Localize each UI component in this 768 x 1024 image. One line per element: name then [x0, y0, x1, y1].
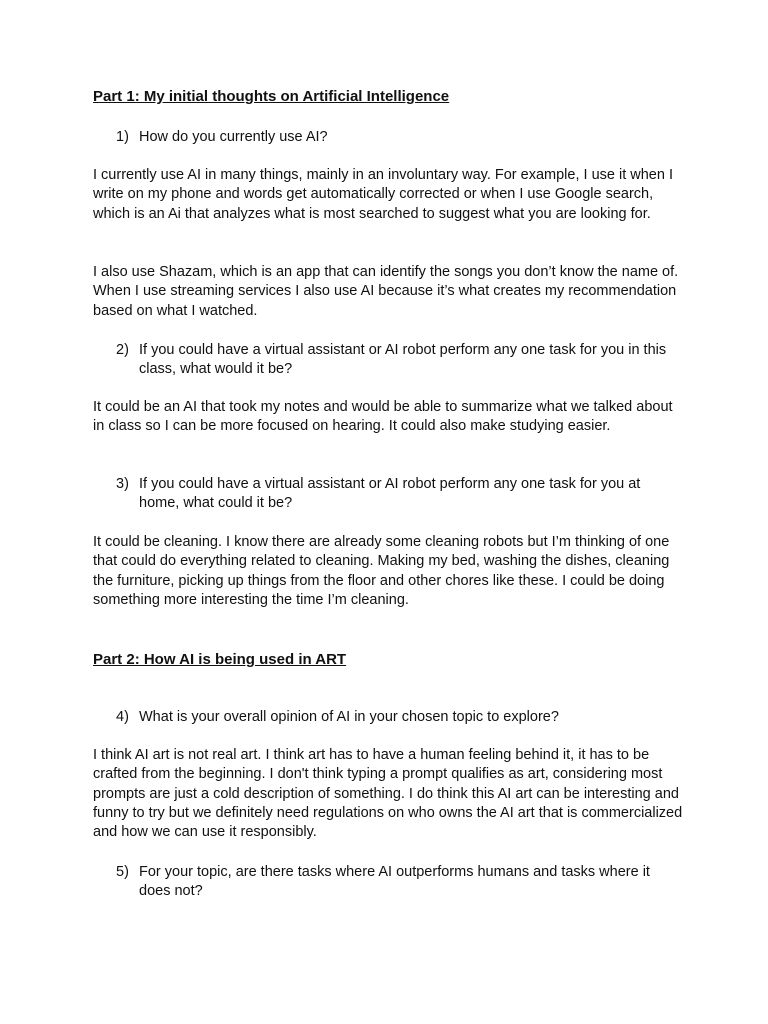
answer-1-paragraph-1: I currently use AI in many things, mainly in an involuntary way. For example, I use it when I write on my phone and words get automatically corrected or when I use Google search, which is an Ai that analyzes what is most searched to suggest what you are looking for.: [93, 167, 673, 222]
part1-heading: Part 1: My initial thoughts on Artificial Intelligence: [93, 88, 450, 105]
question-3: [116, 475, 681, 514]
question-4-text: What is your overall opinion of AI in your chosen topic to explore?: [139, 709, 559, 725]
question-3-text: If you could have a virtual assistant or AI robot perform any one task for you at home, what could it be?: [139, 476, 641, 512]
question-1: [116, 128, 681, 147]
answer-4-paragraph: I think AI art is not real art. I think art has to have a human feeling behind it, it has to be crafted from the beginning. I don't think typing a prompt qualifies as art, considering most prompts are just a cold description of something. I do think this AI art can be interesting and funny to try but we definitely need regulations on who owns the AI art that is commercialized and how we can use it responsibly.: [93, 747, 683, 841]
question-1-number: 1): [116, 129, 129, 145]
part2-heading: Part 2: How AI is being used in ART: [93, 651, 347, 668]
answer-1-paragraph-2: I also use Shazam, which is an app that can identify the songs you don’t know the name of. When I use streaming services I also use AI because it’s what creates my recommendation based on what I watched.: [93, 264, 679, 319]
question-2: [116, 341, 681, 380]
answer-2-paragraph: It could be an AI that took my notes and would be able to summarize what we talked about in class so I can be more focused on hearing. It could also make studying easier.: [93, 399, 673, 435]
question-3-number: 3): [116, 476, 129, 492]
question-2-number: 2): [116, 342, 129, 358]
answer-3-paragraph: It could be cleaning. I know there are already some cleaning robots but I’m thinking of one that could do everything related to cleaning. Making my bed, washing the dishes, cleaning the furniture, picking up things from the floor and other chores like these. I could be doing something more interesting the time I’m cleaning.: [93, 534, 670, 608]
question-4: [116, 708, 681, 727]
question-5: [116, 863, 681, 902]
question-5-number: 5): [116, 864, 129, 880]
question-4-number: 4): [116, 709, 129, 725]
question-2-text: If you could have a virtual assistant or AI robot perform any one task for you in this class, what would it be?: [139, 342, 667, 378]
question-5-text: For your topic, are there tasks where AI outperforms humans and tasks where it does not?: [139, 864, 650, 900]
question-1-text: How do you currently use AI?: [139, 129, 328, 145]
